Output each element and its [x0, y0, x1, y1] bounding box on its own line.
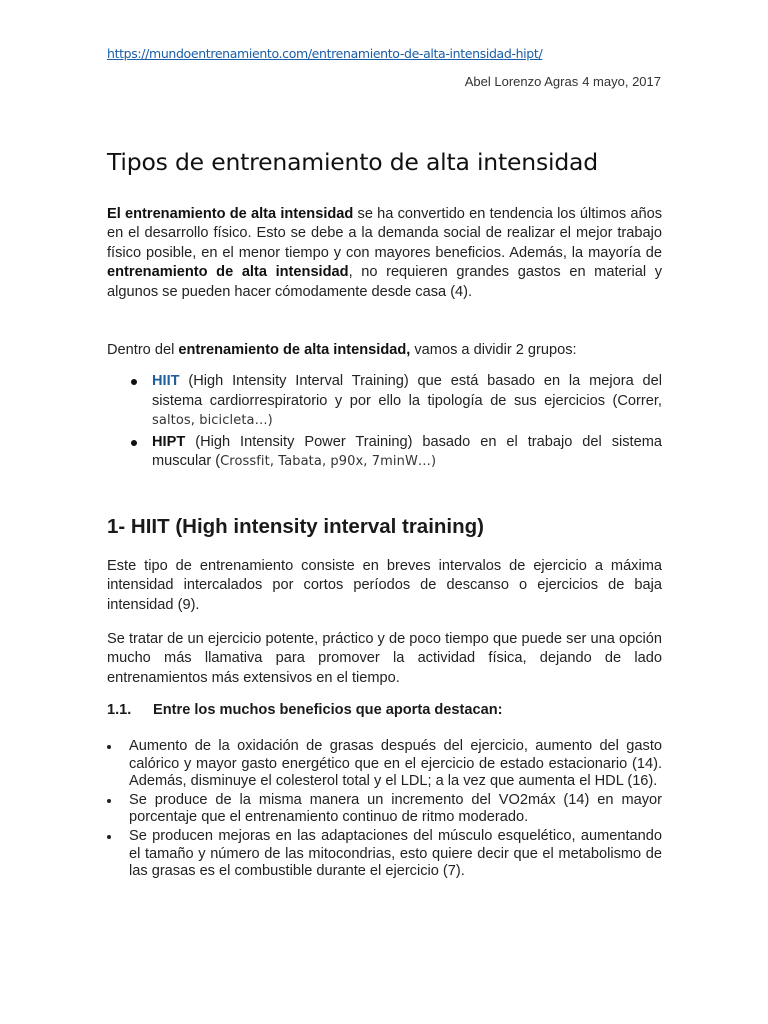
bullet-icon	[107, 745, 111, 749]
list-item-hipt	[107, 433, 662, 472]
subsection-number: 1.1.	[107, 702, 132, 718]
intro-bold-term: El entrenamiento de alta intensidad	[107, 206, 354, 222]
bullet-icon	[107, 799, 111, 803]
groups-intro-text-2: vamos a dividir 2 grupos:	[410, 342, 577, 358]
intro-paragraph	[107, 205, 662, 302]
benefit-text: Se produce de la misma manera un incremento del VO2máx (14) en mayor porcentaje que el entrenamiento continuo de ritmo moderado.	[129, 791, 662, 826]
hiit-description: (High Intensity Interval Training) que está basado en la mejora del sistema cardiorrespiratorio y por ello la tipología de sus ejercicios (Correr,	[152, 373, 662, 409]
hiit-benefit-paragraph: Se tratar de un ejercicio potente, práctico y de poco tiempo que puede ser una opción mucho más llamativa para promover la actividad física, dejando de lado entrenamientos más extensivos en el tiempo.	[107, 631, 662, 686]
bullet-icon	[131, 379, 137, 385]
page-title: Tipos de entrenamiento de alta intensidad	[107, 148, 598, 176]
hiit-definition-paragraph: Este tipo de entrenamiento consiste en breves intervalos de ejercicio a máxima intensidad intercalados por cortos períodos de descanso o ejercicios de baja intensidad (9).	[107, 558, 662, 613]
intro-bold-term-2: entrenamiento de alta intensidad	[107, 264, 349, 281]
hipt-term: HIPT	[152, 433, 186, 450]
hiit-examples: saltos, bicicleta…)	[152, 413, 273, 429]
benefit-text: Se producen mejoras en las adaptaciones del músculo esquelético, aumentando el tamaño y número de las mitocondrias, esto quiere decir que el metabolismo de las grasas es el combustible durante el ejercicio (7).	[129, 827, 662, 880]
publish-date: 4 mayo, 2017	[582, 74, 661, 89]
groups-intro-paragraph	[107, 341, 662, 360]
hipt-description: (High Intensity Power Training) basado en el trabajo del sistema muscular (	[152, 433, 662, 470]
hiit-term: HIIT	[152, 373, 180, 389]
bullet-icon	[107, 835, 111, 839]
list-item	[107, 792, 662, 827]
author-date-line	[465, 74, 661, 89]
benefit-text: Aumento de la oxidación de grasas después del ejercicio, aumento del gasto calórico y mayor gasto energético que en el ejercicio de estado estacionario (14). Además, disminuye el colesterol total y el LDL; a la vez que aumenta el HDL (16).	[129, 738, 662, 790]
hipt-examples: Crossfit, Tabata, p90x, 7minW…)	[220, 454, 437, 470]
bullet-icon	[131, 440, 137, 446]
benefits-list	[107, 738, 662, 881]
groups-intro-bold: entrenamiento de alta intensidad,	[178, 342, 411, 358]
list-item-hiit	[107, 372, 662, 431]
source-url-link[interactable]: https://mundoentrenamiento.com/entrenamiento-de-alta-intensidad-hipt/	[107, 46, 543, 61]
training-types-list	[107, 372, 662, 472]
subsection-title: Entre los muchos beneficios que aporta destacan:	[153, 702, 503, 718]
subsection-heading	[107, 702, 503, 718]
list-item	[107, 828, 662, 881]
intro-text: se ha convertido en tendencia los últimos años en el desarrollo físico. Esto se debe a la demanda social de realizar el mejor trabajo físico posible, en el menor tiempo y con mayores beneficios. Además, la mayoría de	[107, 206, 663, 261]
section-heading-hiit: 1- HIIT (High intensity interval training)	[107, 515, 484, 538]
groups-intro-text: Dentro del	[107, 342, 179, 358]
list-item	[107, 738, 662, 791]
intro-text-2: , no requieren grandes gastos en material y algunos se pueden hacer cómodamente desde casa (4).	[107, 264, 662, 300]
author-name: Abel Lorenzo Agras	[464, 74, 579, 89]
